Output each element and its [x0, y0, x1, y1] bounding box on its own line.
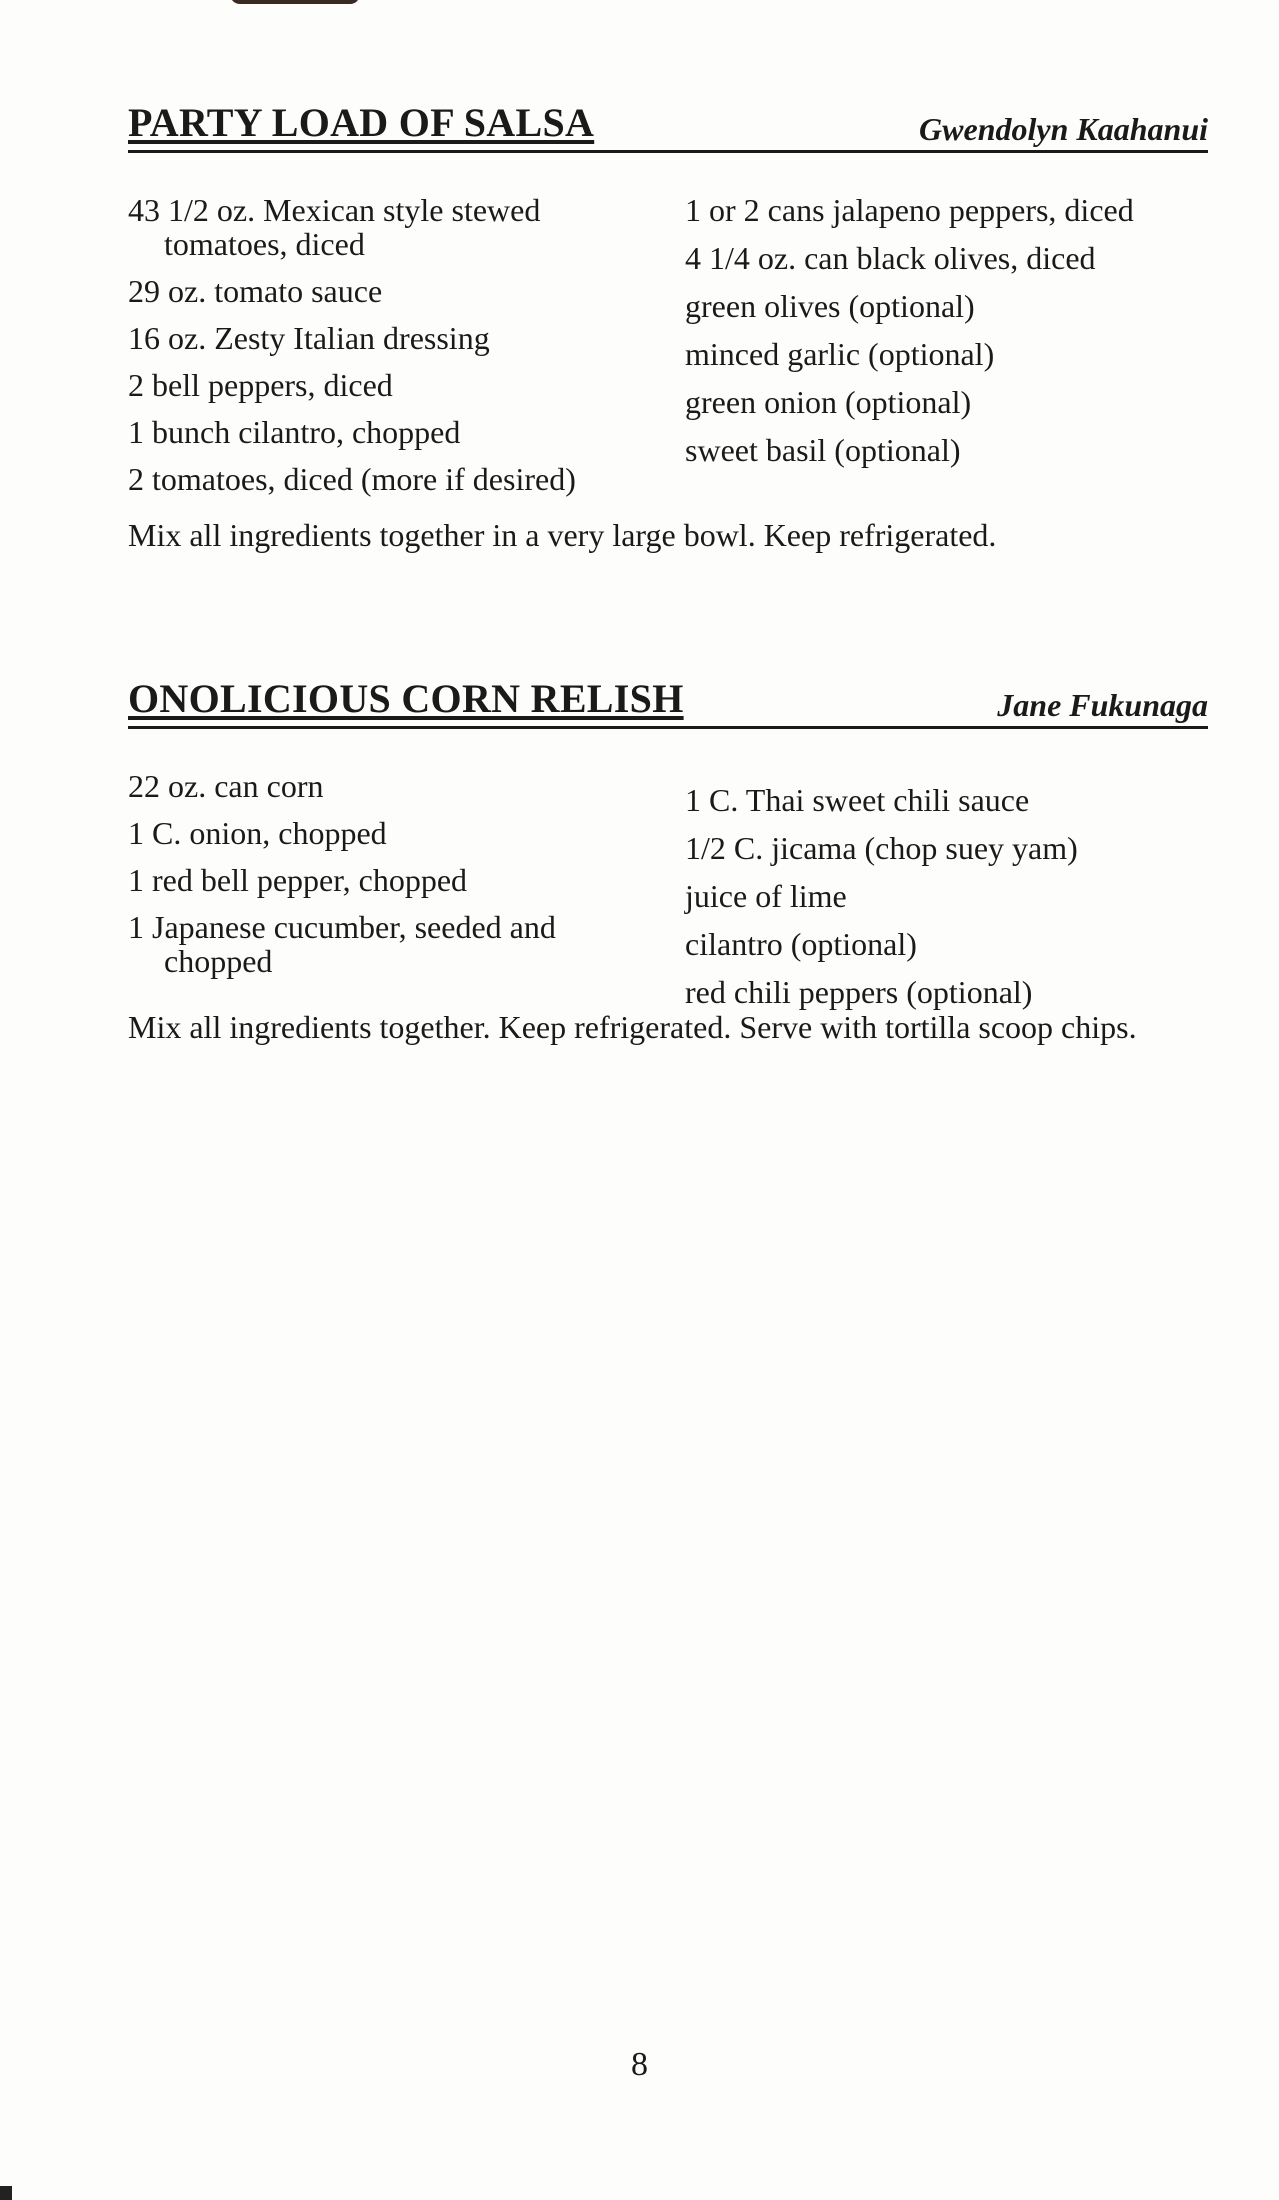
ingredient-item: 1 or 2 cans jalapeno peppers, diced: [685, 192, 1134, 228]
ingredient-item: sweet basil (optional): [685, 432, 961, 468]
ingredient-column-right: [685, 783, 1215, 1023]
ingredient-item: juice of lime: [685, 878, 847, 914]
ingredient-column-right: [685, 193, 1215, 481]
page-edge-mark: [230, 0, 360, 4]
page-corner-mark: [0, 2186, 12, 2200]
recipe-author: Jane Fukunaga: [997, 687, 1208, 723]
ingredient-item: 1 red bell pepper, chopped: [128, 862, 468, 898]
recipe-header: [128, 676, 1208, 729]
recipe-party-load-of-salsa: [128, 100, 1208, 553]
ingredient-item: 22 oz. can corn: [128, 768, 324, 804]
recipe-instructions: Mix all ingredients together in a very large bowl. Keep refrigerated.: [128, 517, 997, 553]
recipe-instructions: Mix all ingredients together. Keep refrigerated. Serve with tortilla scoop chips.: [128, 1009, 1137, 1045]
ingredient-item: green onion (optional): [685, 384, 972, 420]
ingredient-item: 4 1/4 oz. can black olives, diced: [685, 240, 1096, 276]
ingredient-column-left: [128, 769, 658, 991]
ingredient-item: green olives (optional): [685, 288, 975, 324]
ingredient-list: [128, 193, 1208, 517]
ingredient-item: 2 tomatoes, diced (more if desired): [128, 461, 576, 497]
ingredient-item: 16 oz. Zesty Italian dressing: [128, 320, 490, 356]
ingredient-item: 43 1/2 oz. Mexican style stewed tomatoes, diced: [128, 192, 541, 262]
ingredient-item: red chili peppers (optional): [685, 974, 1033, 1010]
ingredient-item: 1 bunch cilantro, chopped: [128, 414, 461, 450]
page-number: 8: [631, 2046, 648, 2083]
recipe-onolicious-corn-relish: [128, 676, 1208, 1045]
ingredient-item: 2 bell peppers, diced: [128, 367, 393, 403]
ingredient-column-left: [128, 193, 658, 509]
recipe-title: PARTY LOAD OF SALSA: [128, 100, 595, 145]
ingredient-item: 1 Japanese cucumber, seeded and chopped: [128, 909, 556, 979]
ingredient-item: 1 C. onion, chopped: [128, 815, 387, 851]
ingredient-item: cilantro (optional): [685, 926, 917, 962]
ingredient-item: 1/2 C. jicama (chop suey yam): [685, 830, 1078, 866]
ingredient-item: 1 C. Thai sweet chili sauce: [685, 782, 1030, 818]
ingredient-list: [128, 769, 1208, 1009]
ingredient-item: 29 oz. tomato sauce: [128, 273, 383, 309]
ingredient-item: minced garlic (optional): [685, 336, 995, 372]
recipe-title: ONOLICIOUS CORN RELISH: [128, 676, 684, 721]
recipe-header: [128, 100, 1208, 153]
recipe-author: Gwendolyn Kaahanui: [919, 111, 1208, 147]
